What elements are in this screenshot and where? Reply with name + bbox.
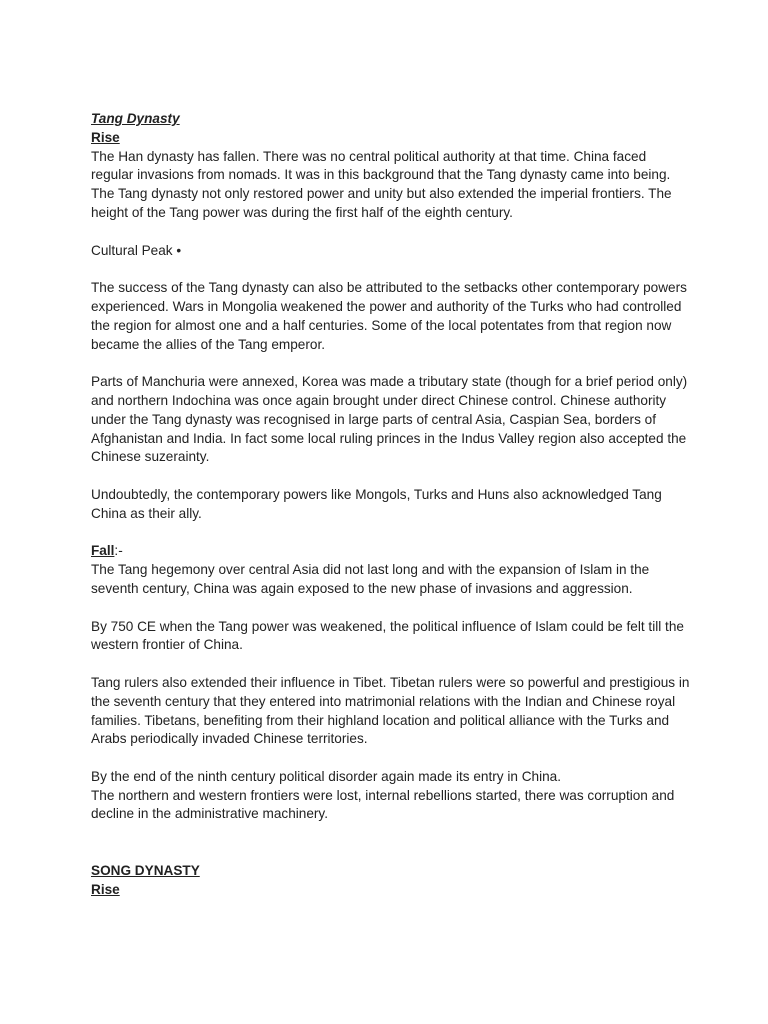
paragraph-fall-3: Tang rulers also extended their influence in Tibet. Tibetan rulers were so powerful and prestigious in the seventh century that they entered into matrimonial relations with the Indian and Chinese royal families. Tibetans, benefiting from their highland location and political alliance with the Turks and Arabs periodically invaded Chinese territories. xyxy=(91,674,690,747)
section-title-song: SONG DYNASTY xyxy=(91,862,200,878)
paragraph-fall-2: By 750 CE when the Tang power was weakened, the political influence of Islam could be felt till the western frontier of China. xyxy=(91,618,684,653)
spacer xyxy=(91,354,691,373)
spacer xyxy=(91,260,691,279)
spacer xyxy=(91,749,691,768)
paragraph-fall-4b: The northern and western frontiers were lost, internal rebellions started, there was corruption and decline in the administrative machinery. xyxy=(91,787,675,822)
paragraph-cultural-peak: Cultural Peak • xyxy=(91,242,182,258)
spacer xyxy=(91,824,691,862)
spacer xyxy=(91,599,691,618)
subheading-fall-suffix: :- xyxy=(114,543,123,559)
document-page xyxy=(91,110,691,899)
subheading-fall-line xyxy=(91,542,691,561)
section-title-tang: Tang Dynasty xyxy=(91,111,180,126)
subheading-fall: Fall xyxy=(91,543,115,559)
spacer xyxy=(91,524,691,543)
paragraph-success: The success of the Tang dynasty can also be attributed to the setbacks other contemporary powers experienced. Wars in Mongolia weakened the power and authority of the Turks who had controlled the region for almost one and a half centuries. Some of the local potentates from that region now became the allies of the Tang emperor. xyxy=(91,280,687,352)
subheading-song-rise: Rise xyxy=(91,881,120,897)
paragraph-fall-4a: By the end of the ninth century political disorder again made its entry in China. xyxy=(91,768,562,784)
spacer xyxy=(91,223,691,242)
paragraph-rise: The Han dynasty has fallen. There was no central political authority at that time. China faced regular invasions from nomads. It was in this background that the Tang dynasty came into being. The Tang dynasty not only restored power and unity but also extended the imperial frontiers. The height of the Tang power was during the first half of the eighth century. xyxy=(91,148,672,220)
paragraph-fall-1: The Tang hegemony over central Asia did not last long and with the expansion of Islam in the seventh century, China was again exposed to the new phase of invasions and aggression. xyxy=(91,562,650,596)
spacer xyxy=(91,655,691,674)
paragraph-undoubtedly: Undoubtedly, the contemporary powers like Mongols, Turks and Huns also acknowledged Tang China as their ally. xyxy=(91,486,662,521)
subheading-rise: Rise xyxy=(91,129,120,145)
spacer xyxy=(91,467,691,486)
paragraph-manchuria: Parts of Manchuria were annexed, Korea was made a tributary state (though for a brief period only) and northern Indochina was once again brought under direct Chinese control. Chinese authority under the Tang dynasty was recognised in large parts of central Asia, Caspian Sea, borders of Afghanistan and India. In fact some local ruling princes in the Indus Valley region also accepted the Chinese suzerainty. xyxy=(91,374,688,465)
